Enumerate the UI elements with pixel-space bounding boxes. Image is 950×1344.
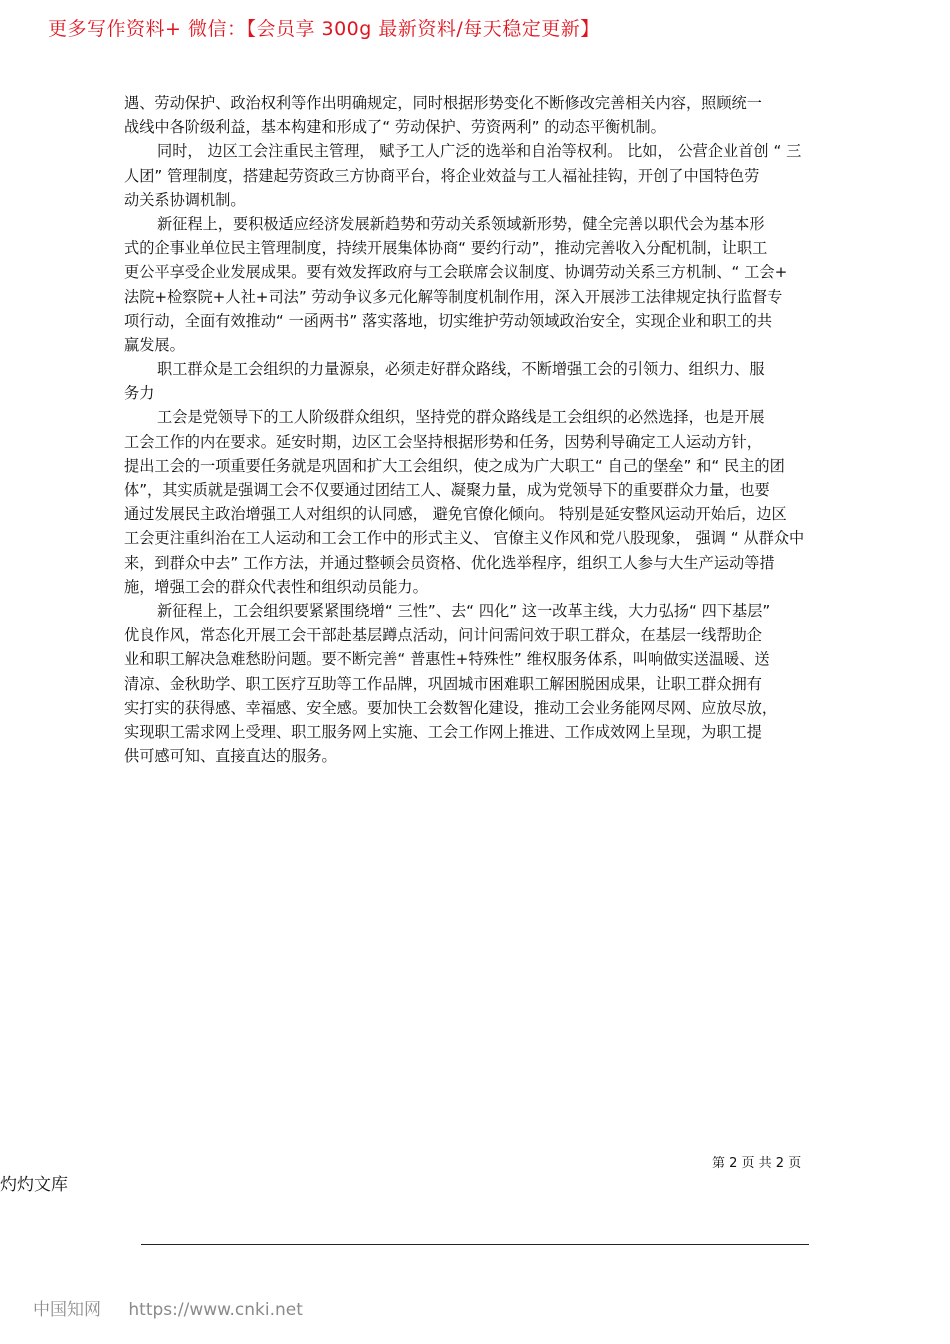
text-line: 实现职工需求网上受理、职工服务网上实施、工会工作网上推进、工作成效网上呈现，为职工提 bbox=[124, 722, 762, 741]
text-line: 法院+检察院+人社+司法” 劳动争议多元化解等制度机制作用，深入开展涉工法律规定执行监督专 bbox=[124, 287, 783, 306]
footer-divider bbox=[141, 1244, 809, 1245]
text-line: 动关系协调机制。 bbox=[124, 190, 246, 209]
text-line: 通过发展民主政治增强工人对组织的认同感， 避免官僚化倾向。 特别是延安整风运动开始后，边区 bbox=[124, 505, 787, 524]
text-line: 务力 bbox=[124, 384, 155, 403]
source-url: https://www.cnki.net bbox=[128, 1300, 303, 1320]
text-line: 优良作风，常态化开展工会干部赴基层蹲点活动，问计问需问效于职工群众，在基层一线帮助企 bbox=[124, 626, 762, 645]
text-line: 清凉、金秋助学、职工医疗互助等工作品牌，巩固城市困难职工解困脱困成果，让职工群众拥有 bbox=[124, 674, 762, 693]
text-line: 式的企事业单位民主管理制度，持续开展集体协商“ 要约行动”，推动完善收入分配机制，让职工 bbox=[124, 239, 768, 258]
promo-banner: 更多写作资料+ 微信：【会员享 300g 最新资料/每天稳定更新】 bbox=[48, 18, 600, 40]
text-line: 提出工会的一项重要任务就是巩固和扩大工会组织，使之成为广大职工“ 自己的堡垒” 和“ 民主的团 bbox=[124, 456, 785, 475]
text-line: 赢发展。 bbox=[124, 335, 185, 354]
paragraph-first-line: 职工群众是工会组织的力量源泉，必须走好群众路线，不断增强工会的引领力、组织力、服 bbox=[157, 360, 765, 379]
text-line: 更公平享受企业发展成果。要有效发挥政府与工会联席会议制度、协调劳动关系三方机制、“ 工会+ bbox=[124, 263, 788, 282]
source-watermark bbox=[33, 1295, 303, 1320]
paragraph-first-line: 新征程上，工会组织要紧紧围绕增“ 三性”、去“ 四化” 这一改革主线，大力弘扬“ 四下基层” bbox=[157, 601, 771, 620]
text-line: 遇、劳动保护、政治权利等作出明确规定，同时根据形势变化不断修改完善相关内容，照顾统一 bbox=[124, 94, 762, 112]
text-line: 工会更注重纠治在工人运动和工会工作中的形式主义、 官僚主义作风和党八股现象， 强调 “ 从群众中 bbox=[124, 529, 805, 548]
text-line: 战线中各阶级利益，基本构建和形成了“ 劳动保护、劳资两利” 的动态平衡机制。 bbox=[124, 118, 666, 137]
text-line: 来，到群众中去” 工作方法，并通过整顿会员资格、优化选举程序，组织工人参与大生产运动等措 bbox=[124, 553, 775, 572]
text-line: 供可感可知、直接直达的服务。 bbox=[124, 747, 337, 766]
library-watermark: 灼灼文库 bbox=[0, 1175, 68, 1195]
text-line: 施，增强工会的群众代表性和组织动员能力。 bbox=[124, 577, 428, 596]
text-line: 工会工作的内在要求。延安时期，边区工会坚持根据形势和任务，因势利导确定工人运动方针， bbox=[124, 432, 762, 451]
text-line: 体”，其实质就是强调工会不仅要通过团结工人、凝聚力量，成为党领导下的重要群众力量，也要 bbox=[124, 481, 770, 499]
text-line: 实打实的获得感、幸福感、安全感。要加快工会数智化建设，推动工会业务能网尽网、应放尽放， bbox=[124, 698, 778, 717]
text-line: 项行动，全面有效推动“ 一函两书” 落实落地，切实维护劳动领域政治安全，实现企业和职工的共 bbox=[124, 311, 773, 330]
source-name: 中国知网 bbox=[33, 1300, 101, 1320]
paragraph-first-line: 新征程上，要积极适应经济发展新趋势和劳动关系领域新形势，健全完善以职代会为基本形 bbox=[157, 214, 765, 233]
text-line: 业和职工解决急难愁盼问题。要不断完善“ 普惠性+特殊性” 维权服务体系，叫响做实送温暖、送 bbox=[124, 650, 770, 669]
page-indicator: 第 2 页 共 2 页 bbox=[712, 1156, 802, 1171]
paragraph-first-line: 同时， 边区工会注重民主管理， 赋予工人广泛的选举和自治等权利。 比如， 公营企业首创 “ 三 bbox=[157, 142, 802, 161]
document-body bbox=[124, 91, 840, 768]
text-line: 人团” 管理制度，搭建起劳资政三方协商平台，将企业效益与工人福祉挂钩，开创了中国特色劳 bbox=[124, 166, 760, 185]
paragraph-first-line: 工会是党领导下的工人阶级群众组织，坚持党的群众路线是工会组织的必然选择，也是开展 bbox=[157, 408, 765, 427]
